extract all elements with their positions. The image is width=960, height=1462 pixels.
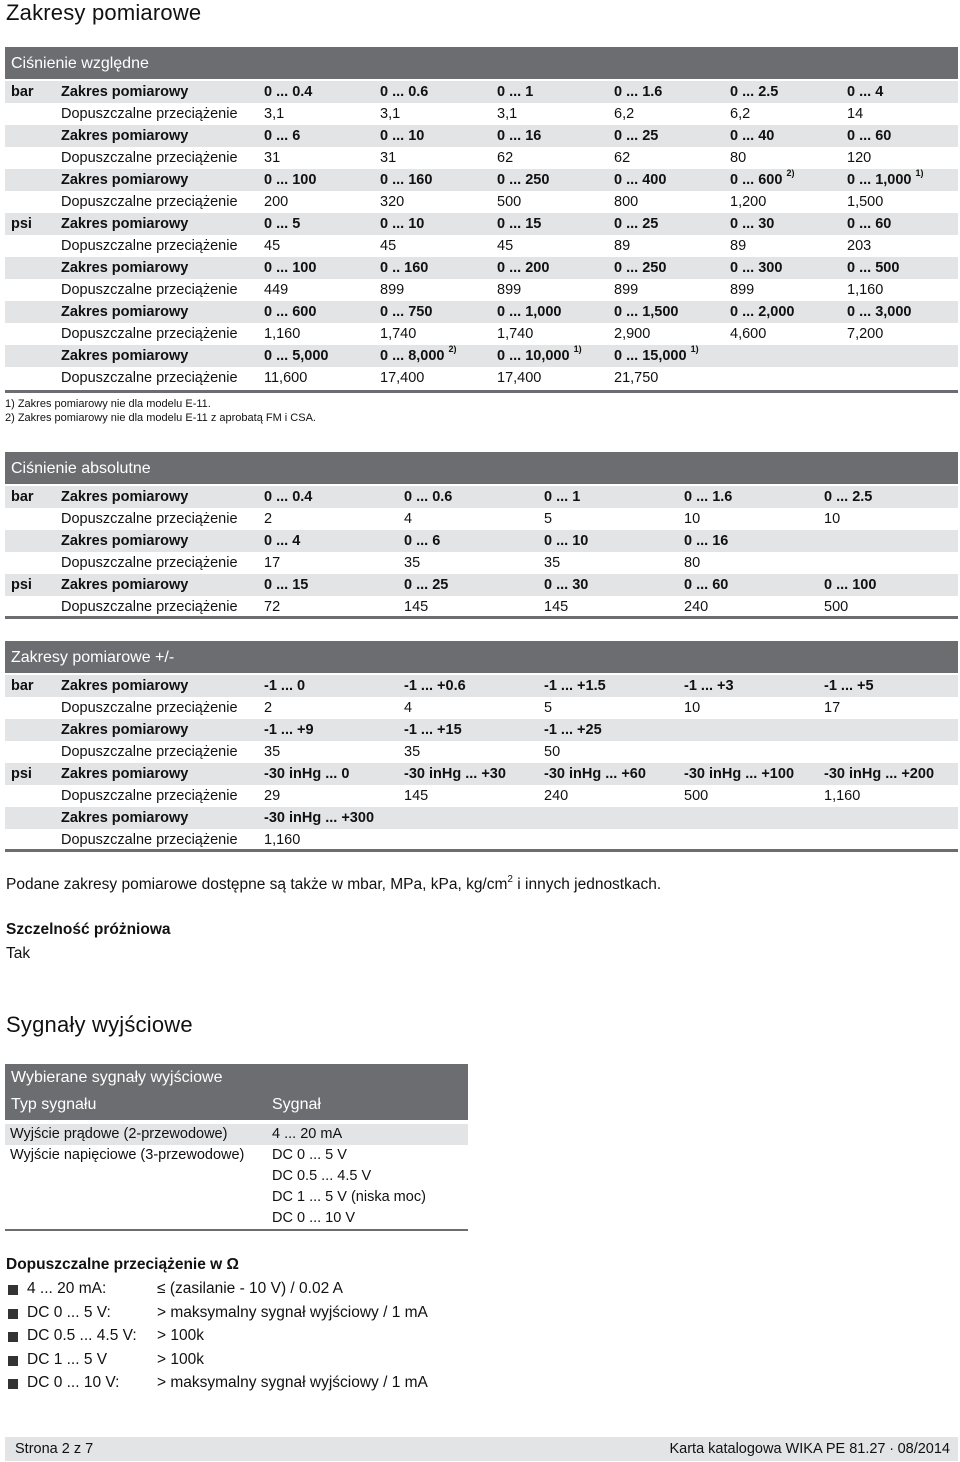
row-label: Zakres pomiarowy <box>61 304 189 320</box>
value-cell: 0 ... 60 <box>684 577 729 593</box>
value-cell: 0 ... 4 <box>264 533 301 549</box>
value-cell: 35 <box>264 744 281 760</box>
value-cell: 800 <box>614 194 639 210</box>
units-note: Podane zakresy pomiarowe dostępne są także w mbar, MPa, kPa, $kg/cm^2$ i innych jednostkach. <box>6 874 662 893</box>
value-cell: 0 ... 6 <box>264 128 301 144</box>
value-cell: 1,500 <box>847 194 884 210</box>
value-cell: 0 ... 0.4 <box>264 84 313 100</box>
value-cell: 0 ... 500 <box>847 260 900 276</box>
value-cell: -30 inHg ... +100 <box>684 766 795 782</box>
value-cell: 240 <box>684 599 709 615</box>
value-cell: 1,160 <box>264 832 301 848</box>
value-cell: 0 ... 15,000 $^{1)}$ <box>614 344 699 364</box>
abs-bottom-rule <box>5 616 958 619</box>
value-cell: 0 ... 160 <box>380 172 433 188</box>
value-cell: 17,400 <box>497 370 542 386</box>
value-cell: 0 ... 30 <box>730 216 775 232</box>
row-label: Zakres pomiarowy <box>61 128 189 144</box>
value-cell: 0 ... 10 <box>380 128 425 144</box>
rel-top-rule <box>5 77 958 79</box>
value-cell: 45 <box>264 238 281 254</box>
pm-table <box>5 675 958 851</box>
pm-row <box>5 697 958 719</box>
value-cell: 10 <box>824 511 841 527</box>
value-cell: 1,160 <box>824 788 861 804</box>
signals-title: Sygnały wyjściowe <box>6 1012 193 1037</box>
load-signal-label: DC 0 ... 10 V: <box>27 1374 120 1391</box>
row-label: Zakres pomiarowy <box>61 216 189 232</box>
row-label: Zakres pomiarowy <box>61 172 189 188</box>
rel-row <box>5 279 958 301</box>
value-cell: 17 <box>824 700 841 716</box>
value-cell: -1 ... +5 <box>824 678 874 694</box>
value-cell: 145 <box>404 599 429 615</box>
abs-row <box>5 530 958 552</box>
abs-row <box>5 574 958 596</box>
load-signal-value: > maksymalny sygnał wyjściowy / 1 mA <box>157 1374 428 1391</box>
signal-value: DC 0.5 ... 4.5 V <box>272 1168 372 1184</box>
value-cell: 0 ... 250 <box>497 172 550 188</box>
value-cell: 0 ... 100 <box>264 172 317 188</box>
value-cell: 0 ... 1 <box>544 489 581 505</box>
col-signal: Sygnał <box>272 1096 321 1113</box>
pm-row <box>5 719 958 741</box>
value-cell: 0 ... 600 <box>264 304 317 320</box>
value-cell: 1,160 <box>264 326 301 342</box>
row-label: Zakres pomiarowy <box>61 489 189 505</box>
value-cell: 0 ... 10,000 $^{1)}$ <box>497 344 582 364</box>
value-cell: 240 <box>544 788 569 804</box>
rel-row <box>5 257 958 279</box>
value-cell: 145 <box>404 788 429 804</box>
value-cell: 35 <box>404 555 421 571</box>
value-cell: 45 <box>380 238 397 254</box>
value-cell: 0 ... 0.4 <box>264 489 313 505</box>
rel-bottom-rule <box>5 390 958 393</box>
value-cell: 0 .. 160 <box>380 260 429 276</box>
load-signal-value: ≤ (zasilanie - 10 V) / 0.02 A <box>157 1280 343 1297</box>
value-cell: 50 <box>544 744 561 760</box>
unit-label: bar <box>11 489 34 505</box>
signal-row <box>5 1124 468 1145</box>
value-cell: 0 ... 16 <box>684 533 729 549</box>
signal-row <box>5 1208 468 1229</box>
value-cell: 0 ... 1.6 <box>614 84 663 100</box>
value-cell: 6,2 <box>614 106 635 122</box>
row-label: Zakres pomiarowy <box>61 722 189 738</box>
value-cell: 0 ... 2,000 <box>730 304 795 320</box>
signal-value: DC 0 ... 5 V <box>272 1147 347 1163</box>
abs-row <box>5 596 958 618</box>
pm-row <box>5 763 958 785</box>
pm-top-rule <box>5 671 958 673</box>
value-cell: 31 <box>380 150 397 166</box>
row-label: Zakres pomiarowy <box>61 678 189 694</box>
value-cell: 0 ... 100 <box>264 260 317 276</box>
value-cell: 0 ... 8,000 $^{2)}$ <box>380 344 457 364</box>
bullet-icon <box>8 1356 18 1366</box>
rel-row <box>5 235 958 257</box>
value-cell: 35 <box>544 555 561 571</box>
value-cell: 0 ... 60 <box>847 128 892 144</box>
rel-row <box>5 103 958 125</box>
pm-row <box>5 785 958 807</box>
value-cell: 29 <box>264 788 281 804</box>
signal-value: DC 0 ... 10 V <box>272 1210 356 1226</box>
row-label: Dopuszczalne przeciążenie <box>61 370 238 386</box>
value-cell: 0 ... 400 <box>614 172 667 188</box>
value-cell: 0 ... 15 <box>497 216 542 232</box>
row-label: Zakres pomiarowy <box>61 766 189 782</box>
value-cell: 10 <box>684 511 701 527</box>
value-cell: 0 ... 2.5 <box>824 489 873 505</box>
value-cell: -1 ... +0.6 <box>404 678 466 694</box>
value-cell: 2 <box>264 700 273 716</box>
load-heading: Dopuszczalne przeciążenie w Ω <box>6 1256 239 1273</box>
value-cell: 0 ... 1 <box>497 84 534 100</box>
value-cell: 17 <box>264 555 281 571</box>
page-number: Strona 2 z 7 <box>15 1441 94 1457</box>
value-cell: 1,740 <box>497 326 534 342</box>
value-cell: 0 ... 750 <box>380 304 433 320</box>
value-cell: -1 ... +25 <box>544 722 602 738</box>
pm-row <box>5 675 958 697</box>
value-cell: 2 <box>264 511 273 527</box>
bullet-icon <box>8 1332 18 1342</box>
value-cell: 62 <box>614 150 631 166</box>
value-cell: 0 ... 1.6 <box>684 489 733 505</box>
value-cell: 500 <box>497 194 522 210</box>
value-cell: -30 inHg ... +60 <box>544 766 646 782</box>
bullet-icon <box>8 1379 18 1389</box>
datasheet-ref: Karta katalogowa WIKA PE 81.27 ∙ 08/2014 <box>669 1441 950 1457</box>
value-cell: 0 ... 3,000 <box>847 304 912 320</box>
row-label: Zakres pomiarowy <box>61 348 189 364</box>
unit-label: psi <box>11 766 32 782</box>
row-label: Dopuszczalne przeciążenie <box>61 555 238 571</box>
value-cell: 1,740 <box>380 326 417 342</box>
value-cell: 0 ... 200 <box>497 260 550 276</box>
abs-table <box>5 486 958 618</box>
value-cell: 0 ... 300 <box>730 260 783 276</box>
row-label: Zakres pomiarowy <box>61 533 189 549</box>
bullet-icon <box>8 1285 18 1295</box>
pm-header: Zakresy pomiarowe +/- <box>5 641 958 671</box>
pm-row <box>5 741 958 763</box>
value-cell: 0 ... 5,000 <box>264 348 329 364</box>
rel-header: Ciśnienie względne <box>5 47 958 77</box>
value-cell: 0 ... 40 <box>730 128 775 144</box>
rel-row <box>5 191 958 213</box>
value-cell: 89 <box>614 238 631 254</box>
value-cell: 1,160 <box>847 282 884 298</box>
value-cell: 145 <box>544 599 569 615</box>
value-cell: 200 <box>264 194 289 210</box>
value-cell: 0 ... 5 <box>264 216 301 232</box>
footnote-ref: 2) <box>448 344 457 354</box>
row-label: Dopuszczalne przeciążenie <box>61 326 238 342</box>
load-signal-value: > 100k <box>157 1350 204 1368</box>
value-cell: 0 ... 600 $^{2)}$ <box>730 168 795 188</box>
value-cell: 0 ... 100 <box>824 577 877 593</box>
load-signal-label: DC 0 ... 5 V: <box>27 1303 111 1321</box>
load-signal-label: DC 1 ... 5 V <box>27 1350 108 1368</box>
value-cell: 14 <box>847 106 864 122</box>
value-cell: 0 ... 1,000 $^{1)}$ <box>847 168 924 188</box>
value-cell: 0 ... 1,500 <box>614 304 679 320</box>
value-cell: 0 ... 1,000 <box>497 304 562 320</box>
value-cell: -30 inHg ... +300 <box>264 810 375 826</box>
value-cell: 62 <box>497 150 514 166</box>
row-label: Dopuszczalne przeciążenie <box>61 832 238 848</box>
pm-row <box>5 807 958 829</box>
value-cell: 80 <box>684 555 701 571</box>
value-cell: 0 ... 30 <box>544 577 589 593</box>
signal-value: 4 ... 20 mA <box>272 1126 343 1142</box>
value-cell: 17,400 <box>380 370 425 386</box>
abs-top-rule <box>5 482 958 484</box>
value-cell: -1 ... 0 <box>264 678 306 694</box>
footnote-ref: 1) <box>573 344 582 354</box>
abs-row <box>5 486 958 508</box>
value-cell: -1 ... +9 <box>264 722 314 738</box>
value-cell: 89 <box>730 238 747 254</box>
row-label: Dopuszczalne przeciążenie <box>61 700 238 716</box>
pm-row <box>5 829 958 851</box>
row-label: Zakres pomiarowy <box>61 260 189 276</box>
rel-table <box>5 81 958 389</box>
unit-label: psi <box>11 577 32 593</box>
abs-row <box>5 552 958 574</box>
value-cell: -1 ... +3 <box>684 678 734 694</box>
value-cell: 3,1 <box>380 106 401 122</box>
value-cell: 2,900 <box>614 326 651 342</box>
col-signal-type: Typ sygnału <box>11 1096 97 1113</box>
value-cell: 35 <box>404 744 421 760</box>
value-cell: 0 ... 25 <box>614 216 659 232</box>
unit-label: bar <box>11 678 34 694</box>
value-cell: 45 <box>497 238 514 254</box>
value-cell: 899 <box>380 282 405 298</box>
value-cell: 0 ... 60 <box>847 216 892 232</box>
value-cell: -30 inHg ... 0 <box>264 766 350 782</box>
signals-table-title: Wybierane sygnały wyjściowe <box>11 1069 223 1086</box>
value-cell: 0 ... 6 <box>404 533 441 549</box>
rel-row <box>5 323 958 345</box>
signals-table-header <box>5 1064 468 1118</box>
footnote-1: 1) Zakres pomiarowy nie dla modelu E-11. <box>5 398 211 410</box>
rel-row <box>5 169 958 191</box>
abs-row <box>5 508 958 530</box>
row-label: Dopuszczalne przeciążenie <box>61 150 238 166</box>
value-cell: 0 ... 10 <box>380 216 425 232</box>
value-cell: 0 ... 25 <box>404 577 449 593</box>
value-cell: 0 ... 0.6 <box>380 84 429 100</box>
load-signal-label: DC 0.5 ... 4.5 V: <box>27 1327 137 1344</box>
value-cell: 320 <box>380 194 405 210</box>
value-cell: 3,1 <box>264 106 285 122</box>
unit-label: bar <box>11 84 34 100</box>
value-cell: 6,2 <box>730 106 751 122</box>
row-label: Dopuszczalne przeciążenie <box>61 282 238 298</box>
value-cell: 4,600 <box>730 326 767 342</box>
value-cell: 0 ... 10 <box>544 533 589 549</box>
row-label: Zakres pomiarowy <box>61 810 189 826</box>
value-cell: 0 ... 2.5 <box>730 84 779 100</box>
rel-row <box>5 301 958 323</box>
unit-label: psi <box>11 216 32 232</box>
bullet-icon <box>8 1309 18 1319</box>
load-signal-value: > 100k <box>157 1327 204 1344</box>
value-cell: 5 <box>544 511 553 527</box>
vacuum-value: Tak <box>6 945 31 962</box>
rel-row <box>5 213 958 235</box>
value-cell: 5 <box>544 700 553 716</box>
value-cell: 21,750 <box>614 370 659 386</box>
value-cell: 0 ... 15 <box>264 577 309 593</box>
value-cell: 1,200 <box>730 194 767 210</box>
value-cell: 899 <box>614 282 639 298</box>
value-cell: 203 <box>847 238 872 254</box>
value-cell: 11,600 <box>264 370 308 386</box>
signals-top-rule <box>5 1118 468 1120</box>
signal-row <box>5 1166 468 1187</box>
row-label: Dopuszczalne przeciążenie <box>61 511 238 527</box>
value-cell: 0 ... 25 <box>614 128 659 144</box>
row-label: Dopuszczalne przeciążenie <box>61 238 238 254</box>
row-label: Dopuszczalne przeciążenie <box>61 788 238 804</box>
value-cell: 0 ... 0.6 <box>404 489 453 505</box>
value-cell: 0 ... 250 <box>614 260 667 276</box>
signal-row <box>5 1187 468 1208</box>
load-signal-label: 4 ... 20 mA: <box>27 1280 107 1297</box>
row-label: Dopuszczalne przeciążenie <box>61 194 238 210</box>
rel-row <box>5 81 958 103</box>
signal-type: Wyjście prądowe (2-przewodowe) <box>10 1126 228 1142</box>
row-label: Zakres pomiarowy <box>61 84 189 100</box>
signal-value: DC 1 ... 5 V (niska moc) <box>272 1189 426 1205</box>
signals-bottom-rule <box>5 1229 468 1231</box>
value-cell: -30 inHg ... +200 <box>824 766 935 782</box>
abs-header: Ciśnienie absolutne <box>5 452 958 482</box>
footnote-ref: 1) <box>915 168 924 178</box>
value-cell: 4 <box>404 700 413 716</box>
value-cell: -1 ... +15 <box>404 722 462 738</box>
value-cell: 7,200 <box>847 326 884 342</box>
footnote-ref: 1) <box>690 344 699 354</box>
value-cell: -1 ... +1.5 <box>544 678 606 694</box>
vacuum-heading: Szczelność próżniowa <box>6 921 171 938</box>
value-cell: 500 <box>684 788 709 804</box>
rel-row <box>5 345 958 367</box>
rel-row <box>5 147 958 169</box>
value-cell: 31 <box>264 150 281 166</box>
row-label: Dopuszczalne przeciążenie <box>61 106 238 122</box>
value-cell: -30 inHg ... +30 <box>404 766 506 782</box>
page-title: Zakresy pomiarowe <box>6 0 202 25</box>
value-cell: 120 <box>847 150 872 166</box>
row-label: Zakres pomiarowy <box>61 577 189 593</box>
value-cell: 500 <box>824 599 849 615</box>
rel-row <box>5 367 958 389</box>
pm-bottom-rule <box>5 849 958 852</box>
value-cell: 80 <box>730 150 747 166</box>
signal-type: Wyjście napięciowe (3-przewodowe) <box>10 1147 245 1163</box>
value-cell: 4 <box>404 511 413 527</box>
rel-row <box>5 125 958 147</box>
row-label: Dopuszczalne przeciążenie <box>61 744 238 760</box>
value-cell: 0 ... 16 <box>497 128 542 144</box>
value-cell: 3,1 <box>497 106 518 122</box>
value-cell: 899 <box>730 282 755 298</box>
value-cell: 899 <box>497 282 522 298</box>
signal-row <box>5 1145 468 1166</box>
value-cell: 72 <box>264 599 281 615</box>
footnote-ref: 2) <box>786 168 795 178</box>
row-label: Dopuszczalne przeciążenie <box>61 599 238 615</box>
value-cell: 10 <box>684 700 701 716</box>
page-footer <box>5 1437 958 1461</box>
value-cell: 449 <box>264 282 289 298</box>
footnote-2: 2) Zakres pomiarowy nie dla modelu E-11 z aprobatą FM i CSA. <box>5 412 316 424</box>
value-cell: 0 ... 4 <box>847 84 884 100</box>
load-signal-value: > maksymalny sygnał wyjściowy / 1 mA <box>157 1303 428 1321</box>
